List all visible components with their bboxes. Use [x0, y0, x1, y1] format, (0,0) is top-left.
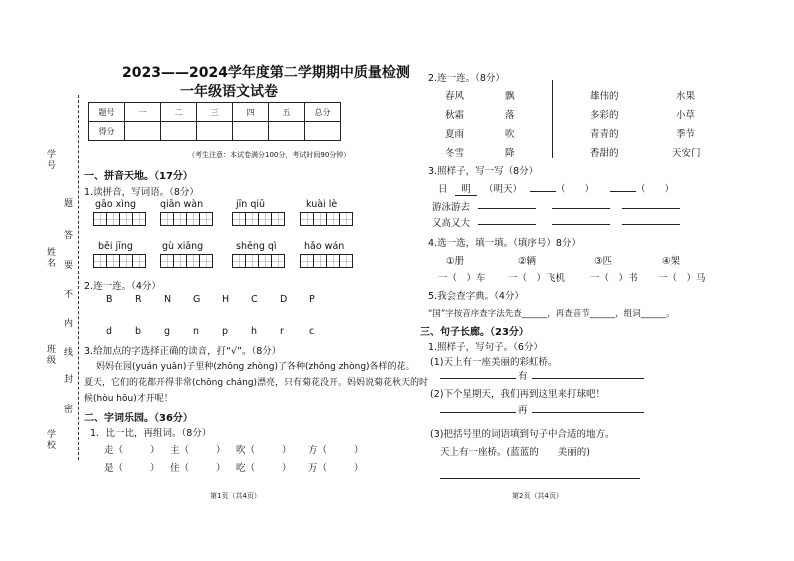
writing-grid[interactable]: [93, 254, 145, 268]
sentence-instruction: (3)把括号里的词语填到句子中合适的地方。: [430, 429, 615, 440]
answer-line[interactable]: [532, 378, 644, 379]
binding-char: 密: [64, 405, 74, 415]
word-pair-close: ）: [282, 445, 292, 456]
class-label: 班级: [46, 345, 56, 366]
option: ④架: [662, 256, 681, 267]
answer-line[interactable]: [440, 378, 516, 379]
answer-line[interactable]: [552, 208, 610, 209]
score-cell[interactable]: [233, 122, 269, 141]
binding-char: 封: [64, 375, 74, 385]
word-pair-close: ）: [354, 463, 364, 474]
exam-title: 2023——2024学年度第二学期期中质量检测: [122, 65, 410, 81]
answer-line[interactable]: [440, 412, 516, 413]
example-word: （明天）: [484, 184, 523, 195]
uppercase-letter: R: [135, 294, 142, 305]
number-label: 学号: [46, 150, 56, 171]
word-pair-close: ）: [282, 463, 292, 474]
link-divider: [552, 80, 553, 158]
page-footer-left: 第1页（共4页）: [210, 492, 261, 500]
uppercase-letter: G: [193, 294, 201, 305]
example-phrase: 又高又大: [432, 218, 471, 229]
uppercase-letter: D: [280, 294, 288, 305]
lowercase-letter: d: [106, 326, 113, 337]
writing-grid[interactable]: [93, 212, 145, 226]
score-head: 一: [125, 103, 161, 122]
school-label: 学校: [46, 430, 56, 451]
link-word: 春风: [445, 91, 465, 102]
sentence-line: 天上有一座桥。(蓝蓝的 美丽的): [440, 447, 590, 458]
writing-grid[interactable]: [160, 212, 212, 226]
binding-char: 要: [64, 261, 74, 271]
word-pair: 住（: [170, 463, 190, 474]
lowercase-letter: p: [222, 326, 229, 337]
binding-char: 线: [64, 348, 74, 358]
uppercase-letter: C: [251, 294, 258, 305]
score-head: 总分: [305, 103, 341, 122]
uppercase-letter: N: [164, 294, 172, 305]
option: ③匹: [594, 256, 613, 267]
answer-line[interactable]: [622, 208, 680, 209]
lowercase-letter: h: [251, 326, 258, 337]
r-q-choose-title: 4.选一选，填一填。（填序号）8分）: [428, 238, 581, 249]
section-2-title: 二、字词乐园。（36分）: [84, 413, 193, 424]
link-word: 秋霜: [445, 110, 465, 121]
example-answer: [455, 181, 477, 196]
word-pair-close: ）: [150, 445, 160, 456]
option: ②辆: [518, 256, 537, 267]
pinyin: běi jīng: [98, 241, 133, 252]
score-row-label: 得分: [89, 122, 125, 141]
binding-char: 题: [64, 199, 74, 209]
r-q-dict-title: 5.我会查字典。（4分）: [428, 291, 524, 302]
score-cell[interactable]: [125, 122, 161, 141]
pinyin: gāo xìng: [95, 199, 136, 210]
fill-item[interactable]: 一（ ）飞机: [508, 273, 566, 284]
fill-item[interactable]: 一（ ）书: [590, 273, 638, 284]
link-word: 冬雪: [445, 148, 465, 159]
link-word: 雄伟的: [590, 91, 619, 102]
writing-grid[interactable]: [232, 212, 284, 226]
answer-line[interactable]: [440, 478, 640, 479]
sentence-example: (2)下个星期天，我们再到这里来打球吧！: [430, 389, 605, 400]
q1-title: 1.读拼音，写词语。（8分）: [84, 187, 199, 198]
link-word: 季节: [676, 129, 696, 140]
score-cell[interactable]: [197, 122, 233, 141]
link-word: 水果: [676, 91, 696, 102]
answer-line[interactable]: [478, 208, 536, 209]
score-head: 题号: [89, 103, 125, 122]
q4-title: 1．比一比，再组词。（8分）: [90, 428, 212, 439]
binding-char: 内: [64, 319, 74, 329]
writing-grid[interactable]: [300, 212, 352, 226]
writing-grid[interactable]: [160, 254, 212, 268]
score-head: 三: [197, 103, 233, 122]
binding-char: 不: [64, 290, 74, 300]
writing-grid[interactable]: [300, 254, 352, 268]
word-pair: 主（: [170, 445, 190, 456]
uppercase-letter: P: [309, 294, 315, 305]
section-3-title: 三、句子长廊。（23分）: [420, 327, 529, 338]
word-pair: 万（: [308, 463, 328, 474]
uppercase-letter: H: [222, 294, 230, 305]
r-q-s1-title: 1.照样子，写句子。（6分）: [428, 342, 543, 353]
link-word: 天安门: [672, 148, 701, 159]
link-word: 夏雨: [445, 129, 465, 140]
q3-paragraph-line: 候(hòu hōu)才开呢！: [84, 394, 173, 404]
lowercase-letter: n: [193, 326, 200, 337]
word-pair: 走（: [104, 445, 124, 456]
word-pair: 吃（: [236, 463, 256, 474]
blank-pair[interactable]: （ ）: [610, 181, 674, 195]
r-q-link-title: 2.连一连。（8分）: [428, 73, 505, 84]
answer-line[interactable]: [622, 224, 680, 225]
pinyin: kuài lè: [306, 199, 338, 210]
fill-item[interactable]: 一（ ）车: [438, 273, 486, 284]
link-word: 多彩的: [590, 110, 619, 121]
page-footer-right: 第2页（共4页）: [512, 492, 563, 500]
sentence-keyword: 再: [518, 405, 528, 416]
lowercase-letter: c: [309, 326, 315, 337]
sentence-keyword: 有: [518, 371, 528, 382]
link-word: 小草: [676, 110, 696, 121]
score-cell[interactable]: [305, 122, 341, 141]
pinyin: qiān wàn: [160, 199, 204, 210]
binding-char: 答: [64, 231, 74, 241]
section-1-title: 一、拼音天地。（17分）: [84, 171, 193, 182]
score-cell[interactable]: [161, 122, 197, 141]
link-word: 香甜的: [590, 148, 619, 159]
link-word: 飘: [505, 91, 515, 102]
word-pair: 是（: [104, 463, 124, 474]
answer-line[interactable]: [532, 412, 644, 413]
pinyin: jīn qiū: [236, 199, 266, 210]
exam-note: （考生注意：本试卷满分100分，考试时间90分钟）: [188, 151, 351, 159]
link-word: 吹: [505, 129, 515, 140]
binding-dashed-line: [78, 95, 79, 460]
writing-grid[interactable]: [232, 254, 284, 268]
score-cell[interactable]: [269, 122, 305, 141]
lowercase-letter: r: [280, 326, 284, 337]
example-char: 日: [438, 184, 448, 195]
example-answer-text: 明: [455, 181, 477, 196]
answer-line[interactable]: [478, 224, 536, 225]
q3-paragraph-line: 夏天，它们的花都开得非常(chōng cháng)漂亮，只有菊花没开。妈妈说菊花秋天的时: [84, 378, 429, 388]
uppercase-letter: B: [106, 294, 113, 305]
link-word: 青青的: [590, 129, 619, 140]
fill-item[interactable]: 一（ ）马: [658, 273, 706, 284]
word-pair-close: ）: [354, 445, 364, 456]
score-head: 五: [269, 103, 305, 122]
word-pair: 吹（: [236, 445, 256, 456]
q3-title: 3.给加点的字选择正确的读音，打“√”。（8分）: [84, 346, 282, 357]
sentence-example: (1)天上有一座美丽的彩虹桥。: [430, 357, 558, 368]
name-label: 姓名: [46, 248, 56, 269]
blank-pair[interactable]: （ ）: [530, 181, 594, 195]
exam-subtitle: 一年级语文试卷: [180, 84, 278, 100]
score-table: [88, 102, 341, 141]
word-pair-close: ）: [216, 463, 226, 474]
score-head: 四: [233, 103, 269, 122]
word-pair-close: ）: [216, 445, 226, 456]
dict-line: “国”字按音序查字法先查______，再查音节______，组词______。: [428, 309, 675, 319]
r-q-copy-title: 3.照样子，写一写（8分）: [428, 166, 539, 177]
link-word: 落: [505, 110, 515, 121]
pinyin: gù xiāng: [162, 241, 204, 252]
pinyin: shēng qì: [236, 241, 277, 252]
answer-line[interactable]: [552, 224, 610, 225]
lowercase-letter: g: [164, 326, 171, 337]
score-head: 二: [161, 103, 197, 122]
q3-paragraph-line: 妈妈在园(yuán yuǎn)子里种(zhǒng zhòng)了各种(zhǒng zhòng)各样的花。: [96, 362, 415, 372]
lowercase-letter: b: [135, 326, 142, 337]
link-word: 降: [505, 148, 515, 159]
word-pair: 方（: [308, 445, 328, 456]
pinyin: hǎo wán: [304, 241, 345, 252]
q2-title: 2.连一连。（4分）: [84, 281, 161, 292]
option: ①册: [446, 256, 465, 267]
example-phrase: 游泳游去: [432, 202, 471, 213]
word-pair-close: ）: [150, 463, 160, 474]
